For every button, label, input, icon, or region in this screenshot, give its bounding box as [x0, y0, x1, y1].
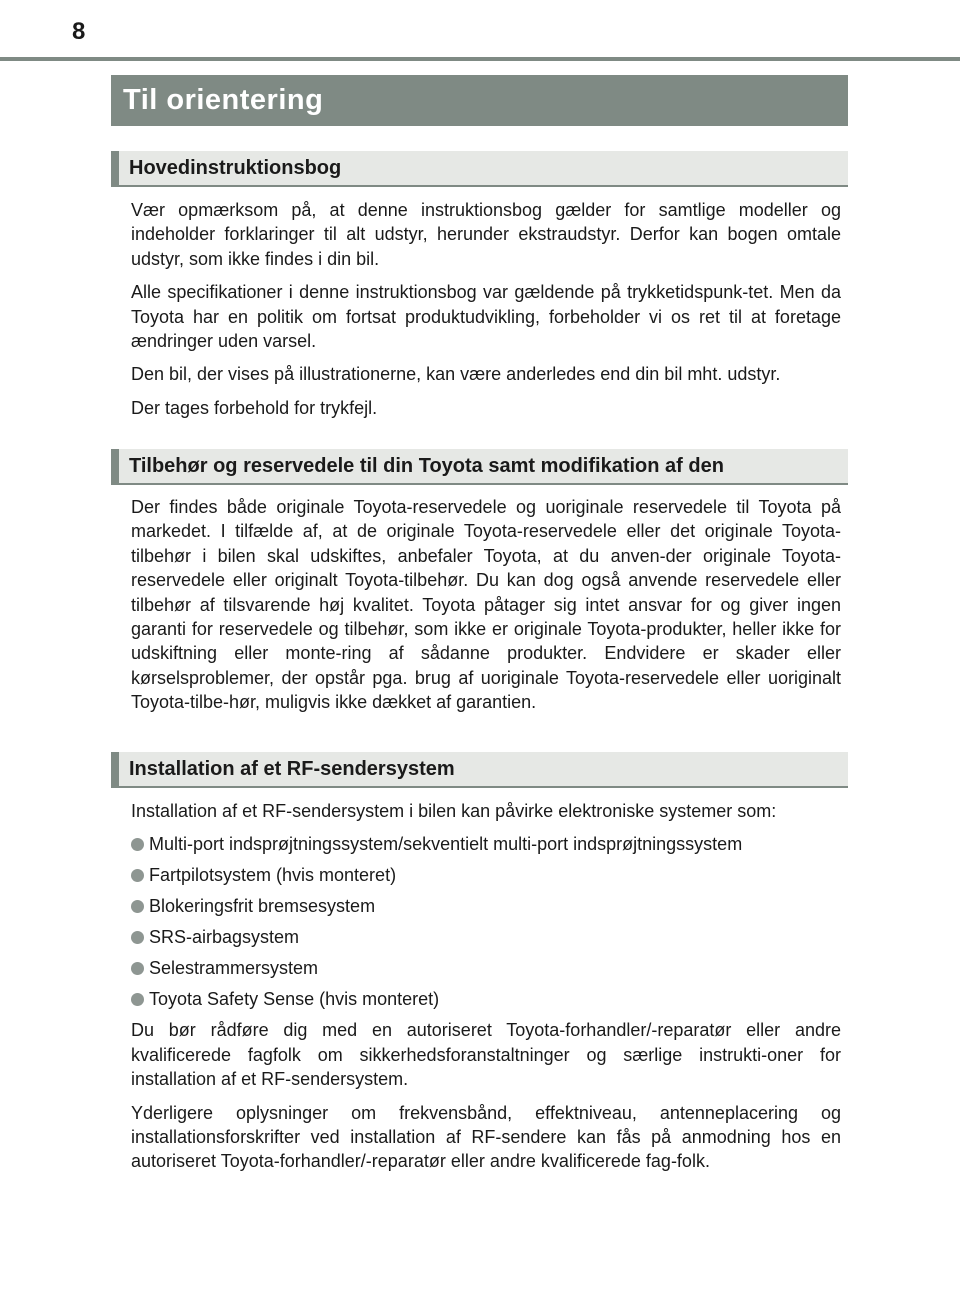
bullet-icon	[131, 962, 144, 975]
list-item-text: Toyota Safety Sense (hvis monteret)	[149, 989, 440, 1010]
bullet-icon	[131, 993, 144, 1006]
section-main-manual-content	[131, 198, 841, 429]
list-item	[131, 925, 841, 949]
page-number: 8	[72, 18, 86, 45]
bullet-icon	[131, 931, 144, 944]
section-rf-transmitter-content	[131, 799, 841, 1183]
paragraph: Den bil, der vises på illustrationerne, kan være anderledes end din bil mht. udstyr.	[131, 364, 781, 385]
section-heading-rf-transmitter: Installation af et RF-sendersystem	[111, 752, 848, 788]
list-item	[131, 863, 841, 887]
list-item-text: Blokeringsfrit bremsesystem	[149, 896, 376, 917]
paragraph: Alle specifikationer i denne instruktionsbog var gældende på trykketidspunk-tet. Men da Toyota har en politik om fortsat produktudvikling, forbeholder vi os ret til at foretage ændringer uden varsel.	[131, 282, 841, 352]
section-accessories-content	[131, 495, 841, 724]
list-item-text: Fartpilotsystem (hvis monteret)	[149, 865, 397, 886]
list-item	[131, 894, 841, 918]
paragraph: Der tages forbehold for trykfejl.	[131, 397, 378, 418]
paragraph: Der findes både originale Toyota-reservedele og uoriginale reservedele til Toyota på markedet. I tilfælde af, at de originale Toyota-reservedele eller det originale Toyota-tilbehør i bilen skal udskiftes, anbefaler Toyota, at du anven-der originale Toyota-reservedele eller originalt Toyota-tilbehør. Du kan dog også anvende reservedele eller tilbehør af tilsvarende høj kvalitet. Toyota påtager sig intet ansvar for og giver ingen garanti for reservedele og tilbehør, som ikke er originale Toyota-produkter, heller ikke for udskiftning eller monte-ring af sådanne produkter. Endvidere er skader eller kørselsproblemer, der opstår pga. brug af uoriginale Toyota-reservedele eller uoriginalt Toyota-tilbe-hør, muligvis ikke dækket af garantien.	[131, 497, 841, 713]
paragraph: Vær opmærksom på, at denne instruktionsbog gælder for samtlige modeller og indeholder forklaringer til alt udstyr, herunder ekstraudstyr. Derfor kan bogen omtale udstyr, som ikke findes i din bil.	[131, 200, 841, 269]
paragraph: Installation af et RF-sendersystem i bilen kan påvirke elektroniske systemer som:	[131, 801, 777, 821]
bullet-icon	[131, 869, 144, 882]
list-item-text: Multi-port indsprøjtningssystem/sekventielt multi-port indsprøjtningssystem	[149, 834, 743, 855]
list-item	[131, 832, 841, 856]
bullet-icon	[131, 838, 144, 851]
paragraph: Yderligere oplysninger om frekvensbånd, effektniveau, antenneplacering og installationsforskrifter ved installation af RF-sendere kan fås på anmodning hos en autoriseret Toyota-forhandler/-reparatør eller andre kvalificerede fag-folk.	[131, 1102, 841, 1172]
list-item-text: Selestrammersystem	[149, 958, 319, 979]
bullet-icon	[131, 900, 144, 913]
list-item	[131, 956, 841, 980]
paragraph: Du bør rådføre dig med en autoriseret Toyota-forhandler/-reparatør eller andre kvalificerede fagfolk om sikkerhedsforanstaltninger og særlige instrukti-oner for installation af et RF-sendersystem.	[131, 1020, 841, 1090]
section-heading-accessories: Tilbehør og reservedele til din Toyota samt modifikation af den	[111, 449, 848, 485]
page-title: Til orientering	[111, 75, 848, 126]
section-heading-main-manual: Hovedinstruktionsbog	[111, 151, 848, 187]
top-rule	[0, 57, 960, 61]
list-item-text: SRS-airbagsystem	[149, 927, 300, 948]
list-item	[131, 987, 841, 1011]
